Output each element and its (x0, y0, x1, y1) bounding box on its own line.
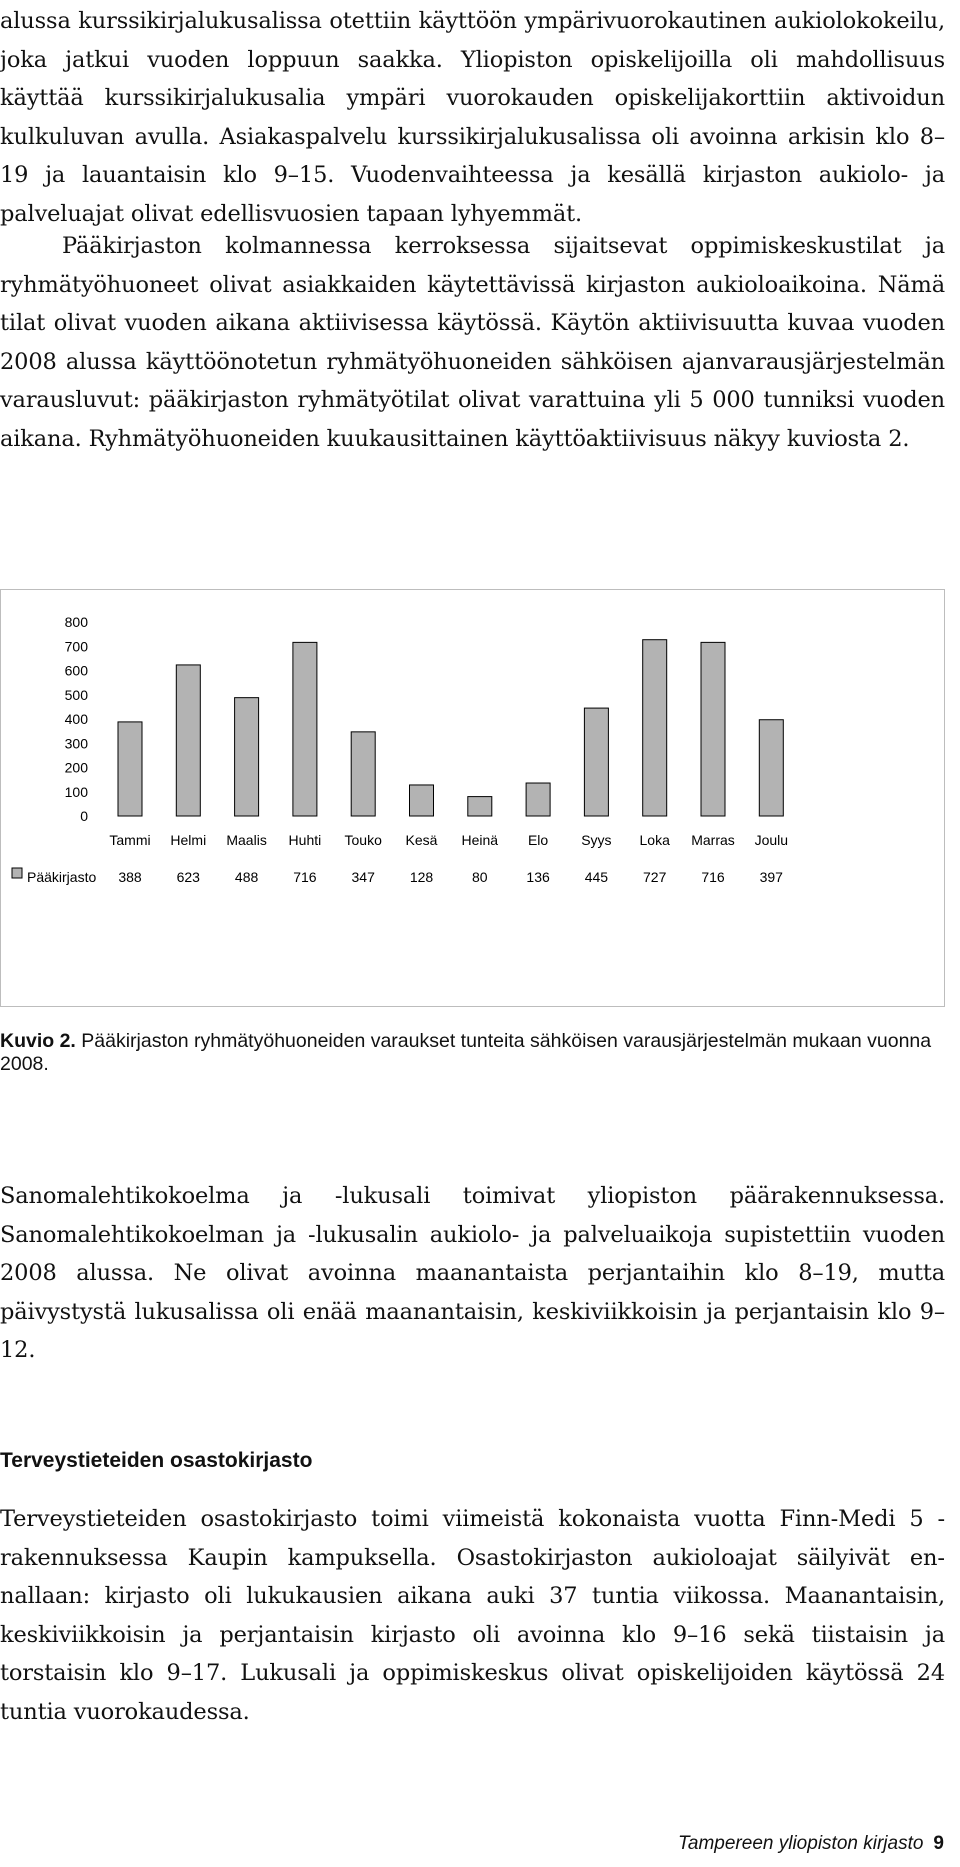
category-label: Tammi (109, 832, 151, 848)
category-label: Maalis (226, 832, 267, 848)
bar (643, 640, 667, 816)
bar (526, 783, 550, 816)
y-axis-ticks (65, 614, 89, 824)
bar (759, 720, 783, 816)
data-table-value: 716 (701, 869, 725, 885)
category-label: Loka (639, 832, 670, 848)
category-label: Syys (581, 832, 612, 848)
y-tick-label: 0 (80, 808, 88, 824)
data-table-value: 445 (584, 869, 609, 885)
category-label: Marras (691, 832, 735, 848)
category-label: Elo (527, 832, 549, 848)
paragraph-study-spaces: Pääkirjaston kolmannessa kerroksessa sijaitsevat oppimiskeskustilat ja ryhmätyöhuoneet olivat asiakkaiden käytettävissä kirjaston aukioloaikoina. Nämä tilat olivat vuoden aikana aktiivisessa käytössä. Käytön aktiivisuutta kuvaa vuoden 2008 alussa käyttöönotetun ryhmätyöhuoneiden sähköisen ajanvarausjärjestelmän varausluvut: pääkirjaston ryhmätyötilat olivat varattuina yli 5 000 tunniksi vuoden aikana. Ryhmätyöhuoneiden kuukausittainen käyttöaktiivisuus näkyy kuviosta 2. (0, 233, 945, 452)
bar (584, 708, 608, 816)
category-labels (109, 832, 788, 848)
data-table-value: 716 (293, 869, 317, 885)
reservations-bar-chart (0, 589, 945, 1007)
legend-swatch (12, 868, 22, 878)
category-label: Joulu (754, 832, 789, 848)
bar (293, 642, 317, 816)
category-label: Helmi (170, 832, 207, 848)
bar (351, 732, 375, 816)
data-table-value: 727 (643, 869, 667, 885)
data-table-value: 397 (759, 869, 783, 885)
page-number: 9 (933, 1833, 944, 1854)
footer-publisher: Tampereen yliopiston kirjasto (678, 1833, 924, 1854)
y-tick-label: 200 (64, 759, 88, 776)
data-table-value: 488 (234, 869, 259, 885)
y-tick-label: 100 (64, 783, 88, 800)
y-tick-label: 600 (64, 662, 88, 679)
bar (118, 722, 142, 816)
bar (468, 797, 492, 816)
data-table (12, 868, 783, 885)
caption-label: Kuvio 2. (0, 1030, 76, 1052)
y-tick-label: 700 (64, 638, 88, 655)
data-table-value: 388 (118, 869, 142, 885)
data-table-value: 80 (472, 869, 488, 885)
bar (176, 665, 200, 816)
paragraph-health-sciences-library: Terveystieteiden osastokirjasto toimi viimeistä kokonaista vuotta Finn-Medi 5 -rakennuksessa Kaupin kampuksella. Osastokirjaston aukioloajat säilyivät ennallaan: kirjasto oli lukukausien aikana auki 37 tuntia viikossa. Maanantaisin, keskiviikkoisin ja perjantaisin kirjasto oli avoinna klo 9–16 sekä tiistaisin ja torstaisin klo 9–17. Lukusali ja oppimiskeskus olivat opiskelijoiden käytössä 24 tuntia vuorokaudessa. (0, 1506, 945, 1725)
category-label: Kesä (405, 832, 438, 848)
bars (118, 640, 783, 816)
category-label: Touko (344, 832, 382, 848)
data-table-value: 623 (176, 869, 200, 885)
bar (701, 642, 725, 816)
y-tick-label: 500 (64, 686, 88, 703)
bar (235, 698, 259, 816)
paragraph-newspaper-collection: Sanomalehtikokoelma ja -lukusali toimivat yliopiston päärakennuksessa. Sanomalehtikokoelman ja -lukusalin aukiolo- ja palveluaikoja supistettiin vuoden 2008 alussa. Ne olivat avoinna maanantaista perjantaihin klo 8–19, mutta päivystystä lukusalissa oli enää maanantaisin, keskiviikkoisin ja perjantaisin klo 9–12. (0, 1183, 945, 1363)
data-table-value: 128 (409, 869, 434, 885)
y-tick-label: 800 (64, 614, 88, 630)
page-footer (678, 1833, 944, 1855)
legend-series-name: Pääkirjasto (27, 869, 97, 885)
bar (410, 785, 434, 816)
intro-paragraph: alussa kurssikirjalukusalissa otettiin käyttöön ympärivuorokautinen aukiolokokeilu, joka jatkui vuoden loppuun saakka. Yliopiston opiskelijoilla oli mahdollisuus käyttää kurssikirjalukusalia ympäri vuorokauden opiskelijakorttiin aktivoidun kulkuluvan avulla. Asiakaspalvelu kurssikirjalukusalissa oli avoinna arkisin klo 8–19 ja lauantaisin klo 9–15. Vuodenvaihteessa ja kesällä kirjaston aukiolo- ja palveluajat olivat edellisvuosien tapaan lyhyemmät. (0, 8, 945, 227)
y-tick-label: 300 (64, 735, 88, 752)
data-table-value: 136 (526, 869, 550, 885)
section-heading: Terveystieteiden osastokirjasto (0, 1449, 313, 1472)
y-tick-label: 400 (64, 711, 88, 727)
caption-text: Pääkirjaston ryhmätyöhuoneiden varaukset tunteita sähköisen varausjärjestelmän mukaan vuonna 2008. (0, 1030, 932, 1075)
data-table-value: 347 (351, 869, 375, 885)
category-label: Huhti (288, 832, 322, 848)
category-label: Heinä (461, 832, 499, 848)
figure-caption (0, 1030, 945, 1076)
